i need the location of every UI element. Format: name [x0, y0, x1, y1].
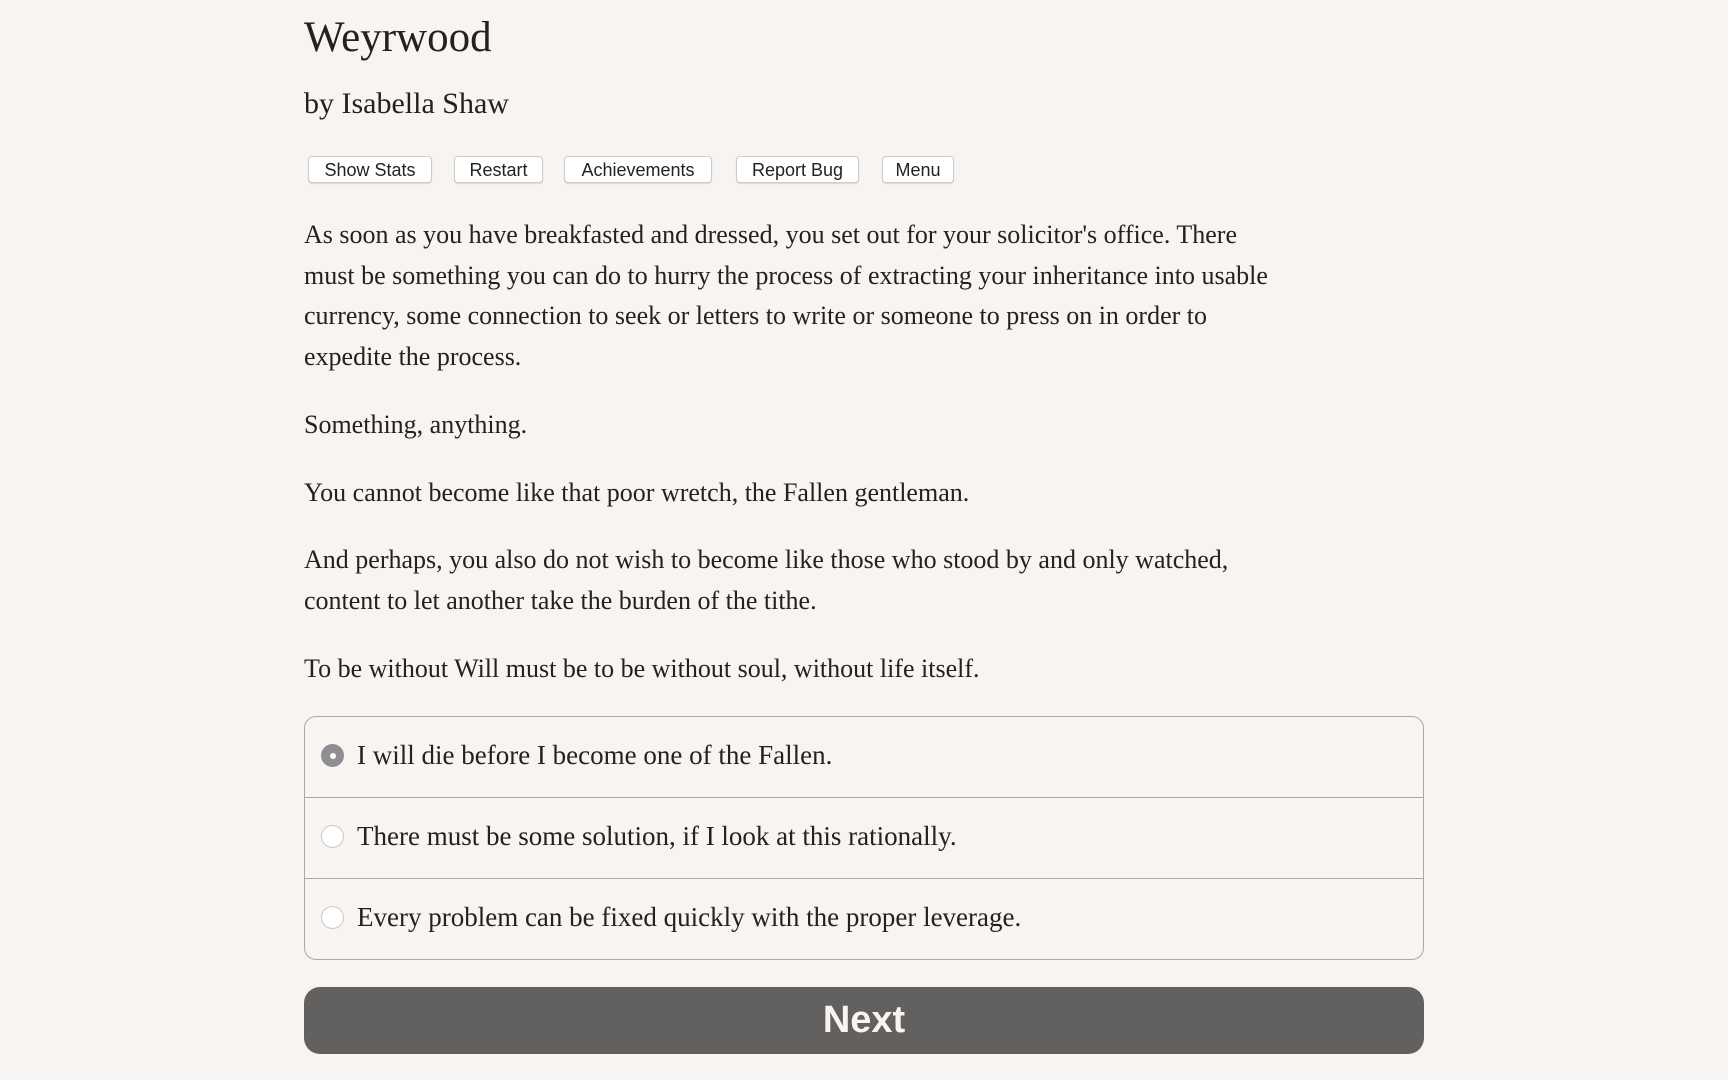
show-stats-button[interactable]: Show Stats	[308, 156, 432, 183]
story-paragraph	[304, 649, 1424, 690]
radio-unselected-icon[interactable]	[321, 825, 344, 848]
story-paragraph	[304, 473, 1424, 514]
story-line: Something, anything.	[304, 409, 528, 439]
story-line: To be without Will must be to be without soul, without life itself.	[304, 653, 980, 683]
report-bug-button[interactable]: Report Bug	[736, 156, 859, 183]
story-line: As soon as you have breakfasted and dressed, you set out for your solicitor's office. There	[304, 220, 1237, 249]
choice-option-1[interactable]	[305, 717, 1423, 798]
choice-list	[304, 716, 1424, 960]
restart-button[interactable]: Restart	[454, 156, 543, 183]
story-line: expedite the process.	[304, 342, 522, 372]
menu-button[interactable]: Menu	[882, 156, 954, 183]
story-line: must be something you can do to hurry the process of extracting your inheritance into usable	[304, 260, 1268, 290]
radio-unselected-icon[interactable]	[321, 906, 344, 929]
choice-label[interactable]: There must be some solution, if I look at this rationally.	[357, 821, 957, 851]
choice-label[interactable]: Every problem can be fixed quickly with the proper leverage.	[357, 902, 1022, 932]
game-title: Weyrwood	[304, 14, 492, 61]
choice-option-2[interactable]	[305, 798, 1423, 879]
story-line: content to let another take the burden of the tithe.	[304, 585, 817, 615]
choice-label[interactable]: I will die before I become one of the Fallen.	[357, 740, 833, 770]
story-paragraph	[304, 540, 1424, 621]
next-button[interactable]: Next	[304, 987, 1424, 1054]
choice-option-3[interactable]	[305, 879, 1423, 960]
radio-selected-icon[interactable]	[321, 744, 344, 767]
story-text	[304, 215, 1424, 716]
story-line: And perhaps, you also do not wish to become like those who stood by and only watched,	[304, 545, 1229, 575]
story-paragraph	[304, 405, 1424, 446]
story-line: currency, some connection to seek or letters to write or someone to press on in order to	[304, 301, 1207, 331]
achievements-button[interactable]: Achievements	[564, 156, 712, 183]
story-line: You cannot become like that poor wretch, the Fallen gentleman.	[304, 477, 970, 507]
author-byline: by Isabella Shaw	[304, 87, 509, 120]
story-paragraph	[304, 215, 1424, 378]
